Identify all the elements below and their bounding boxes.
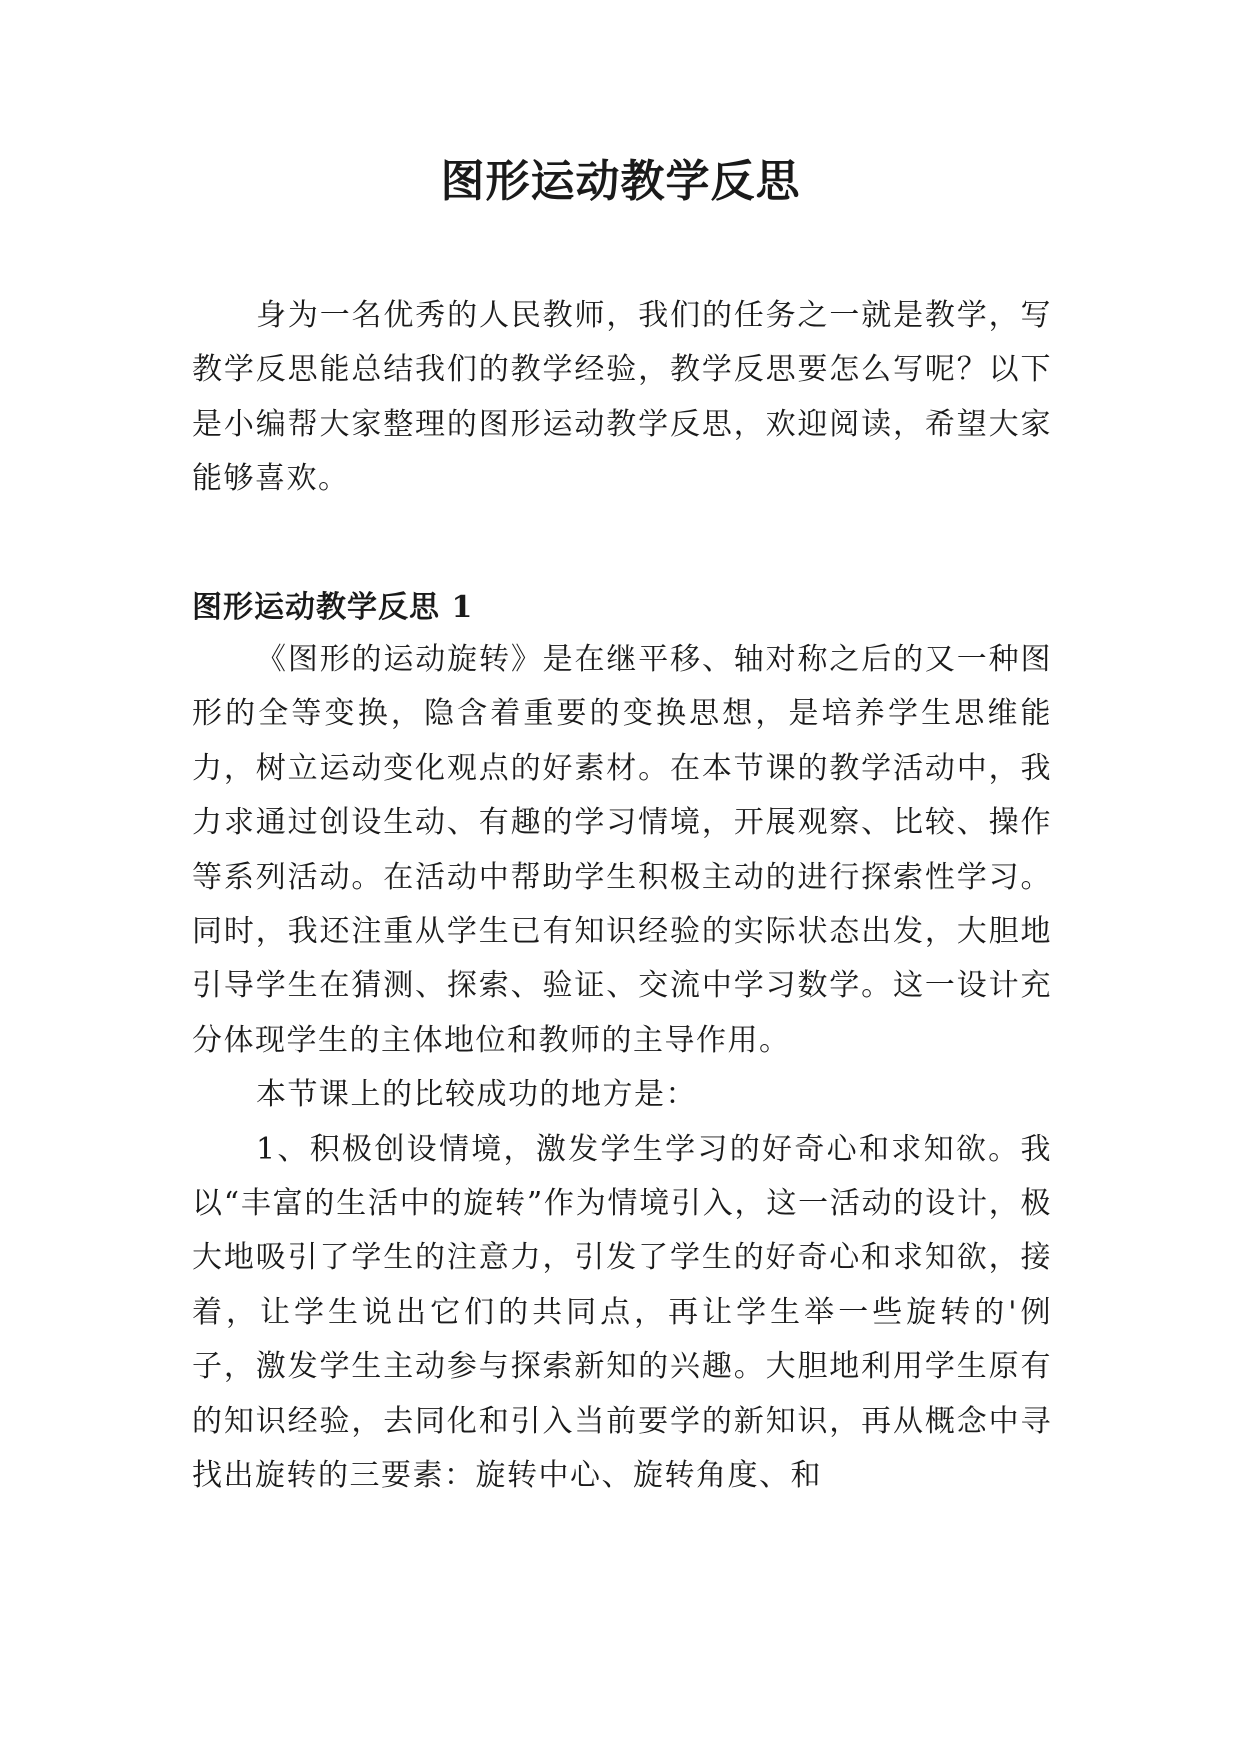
section-body [192,633,1052,1504]
section-paragraph-3: 1、积极创设情境，激发学生学习的好奇心和求知欲。我以“丰富的生活中的旋转”作为情境引入，这一活动的设计，极大地吸引了学生的注意力，引发了学生的好奇心和求知欲，接着，让学生说出它们的共同点，再让学生举一些旋转的'例子，激发学生主动参与探索新知的兴趣。大胆地利用学生原有的知识经验，去同化和引入当前要学的新知识，再从概念中寻找出旋转的三要素：旋转中心、旋转角度、和 [192,1131,1052,1494]
document-title: 图形运动教学反思 [440,156,801,207]
intro-paragraph: 身为一名优秀的人民教师，我们的任务之一就是教学，写教学反思能总结我们的教学经验，教学反思要怎么写呢？以下是小编帮大家整理的图形运动教学反思，欢迎阅读，希望大家能够喜欢。 [192,298,1052,497]
section-paragraph-1: 《图形的运动旋转》是在继平移、轴对称之后的又一种图形的全等变换，隐含着重要的变换思想，是培养学生思维能力，树立运动变化观点的好素材。在本节课的教学活动中，我力求通过创设生动、有趣的学习情境，开展观察、比较、操作等系列活动。在活动中帮助学生积极主动的进行探索性学习。同时，我还注重从学生已有知识经验的实际状态出发，大胆地引导学生在猜测、探索、验证、交流中学习数学。这一设计充分体现学生的主体地位和教师的主导作用。 [192,642,1052,1058]
section-paragraph-2: 本节课上的比较成功的地方是： [256,1077,697,1113]
section-heading: 图形运动教学反思 1 [192,590,474,625]
